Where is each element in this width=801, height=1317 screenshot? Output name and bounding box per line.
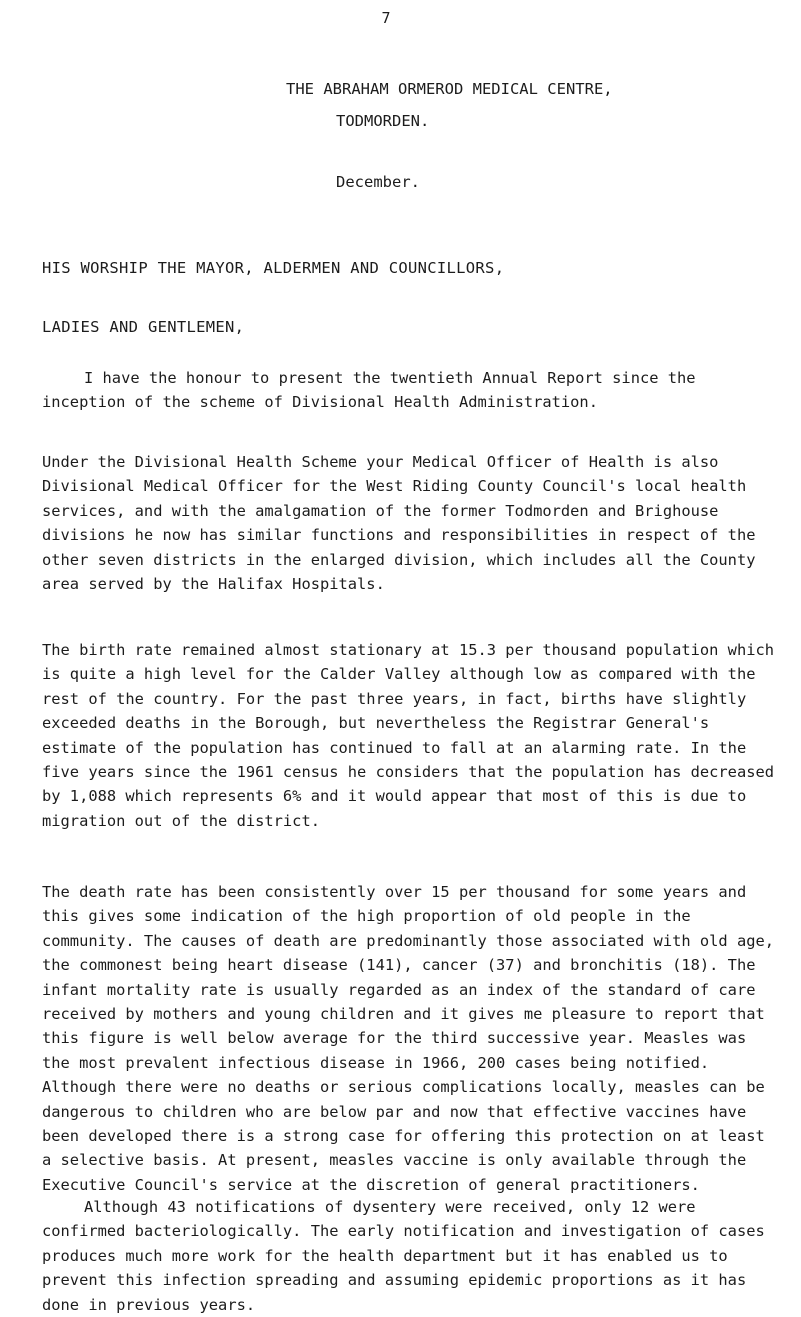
paragraph-birth-rate-text: The birth rate remained almost stationary at 15.3 per thousand population which is quite a high level for the Calder Valley although low as compared with the rest of the country. For the past three years, in fact, births have slightly exceeded deaths in the Borough, but nevertheless the Registrar General's estimate of the population has continued to fall at an alarming rate. In the five years since the 1961 census he considers that the population has decreased by 1,088 which represents 6% and it would appear that most of this is due to migration out of the district.: [42, 641, 775, 830]
paragraph-death-rate: [42, 880, 782, 1197]
town-heading: TODMORDEN.: [336, 112, 430, 130]
paragraph-birth-rate: [42, 638, 782, 833]
paragraph-death-rate-text: The death rate has been consistently over 15 per thousand for some years and this gives some indication of the high proportion of old people in the community. The causes of death are predominantly those associated with old age, the commonest being heart disease (141), cancer (37) and bronchitis (18). The infant mortality rate is usually regarded as an index of the standard of care received by mothers and young children and it gives me pleasure to report that this figure is well below average for the third successive year. Measles was the most prevalent infectious disease in 1966, 200 cases being notified. Although there were no deaths or serious complications locally, measles can be dangerous to children who are below par and now that effective vaccines have been developed there is a strong case for offering this protection on at least a selective basis. At present, measles vaccine is only available through the Executive Council's service at the discretion of general practitioners.: [42, 883, 775, 1194]
paragraph-divisional-scheme: [42, 450, 782, 596]
report-date: December.: [336, 173, 420, 191]
paragraph-dysentery: [42, 1195, 782, 1317]
salutation-line-1: HIS WORSHIP THE MAYOR, ALDERMEN AND COUNCILLORS,: [42, 259, 505, 277]
paragraph-dysentery-text: Although 43 notifications of dysentery were received, only 12 were confirmed bacteriologically. The early notification and investigation of cases produces much more work for the health department but it has enabled us to prevent this infection spreading and assuming epidemic proportions as it has done in previous years.: [42, 1198, 765, 1314]
paragraph-introduction: [42, 366, 782, 415]
salutation-line-2: LADIES AND GENTLEMEN,: [42, 318, 245, 336]
page-number: 7: [381, 9, 391, 27]
paragraph-introduction-text: I have the honour to present the twentieth Annual Report since the inception of the scheme of Divisional Health Administration.: [42, 369, 696, 412]
paragraph-divisional-scheme-text: Under the Divisional Health Scheme your Medical Officer of Health is also Divisional Medical Officer for the West Riding County Council's local health services, and with the amalgamation of the former Todmorden and Brighouse divisions he now has similar functions and responsibilities in respect of the other seven districts in the enlarged division, which includes all the County area served by the Halifax Hospitals.: [42, 453, 756, 594]
institution-heading: THE ABRAHAM ORMEROD MEDICAL CENTRE,: [286, 80, 613, 98]
